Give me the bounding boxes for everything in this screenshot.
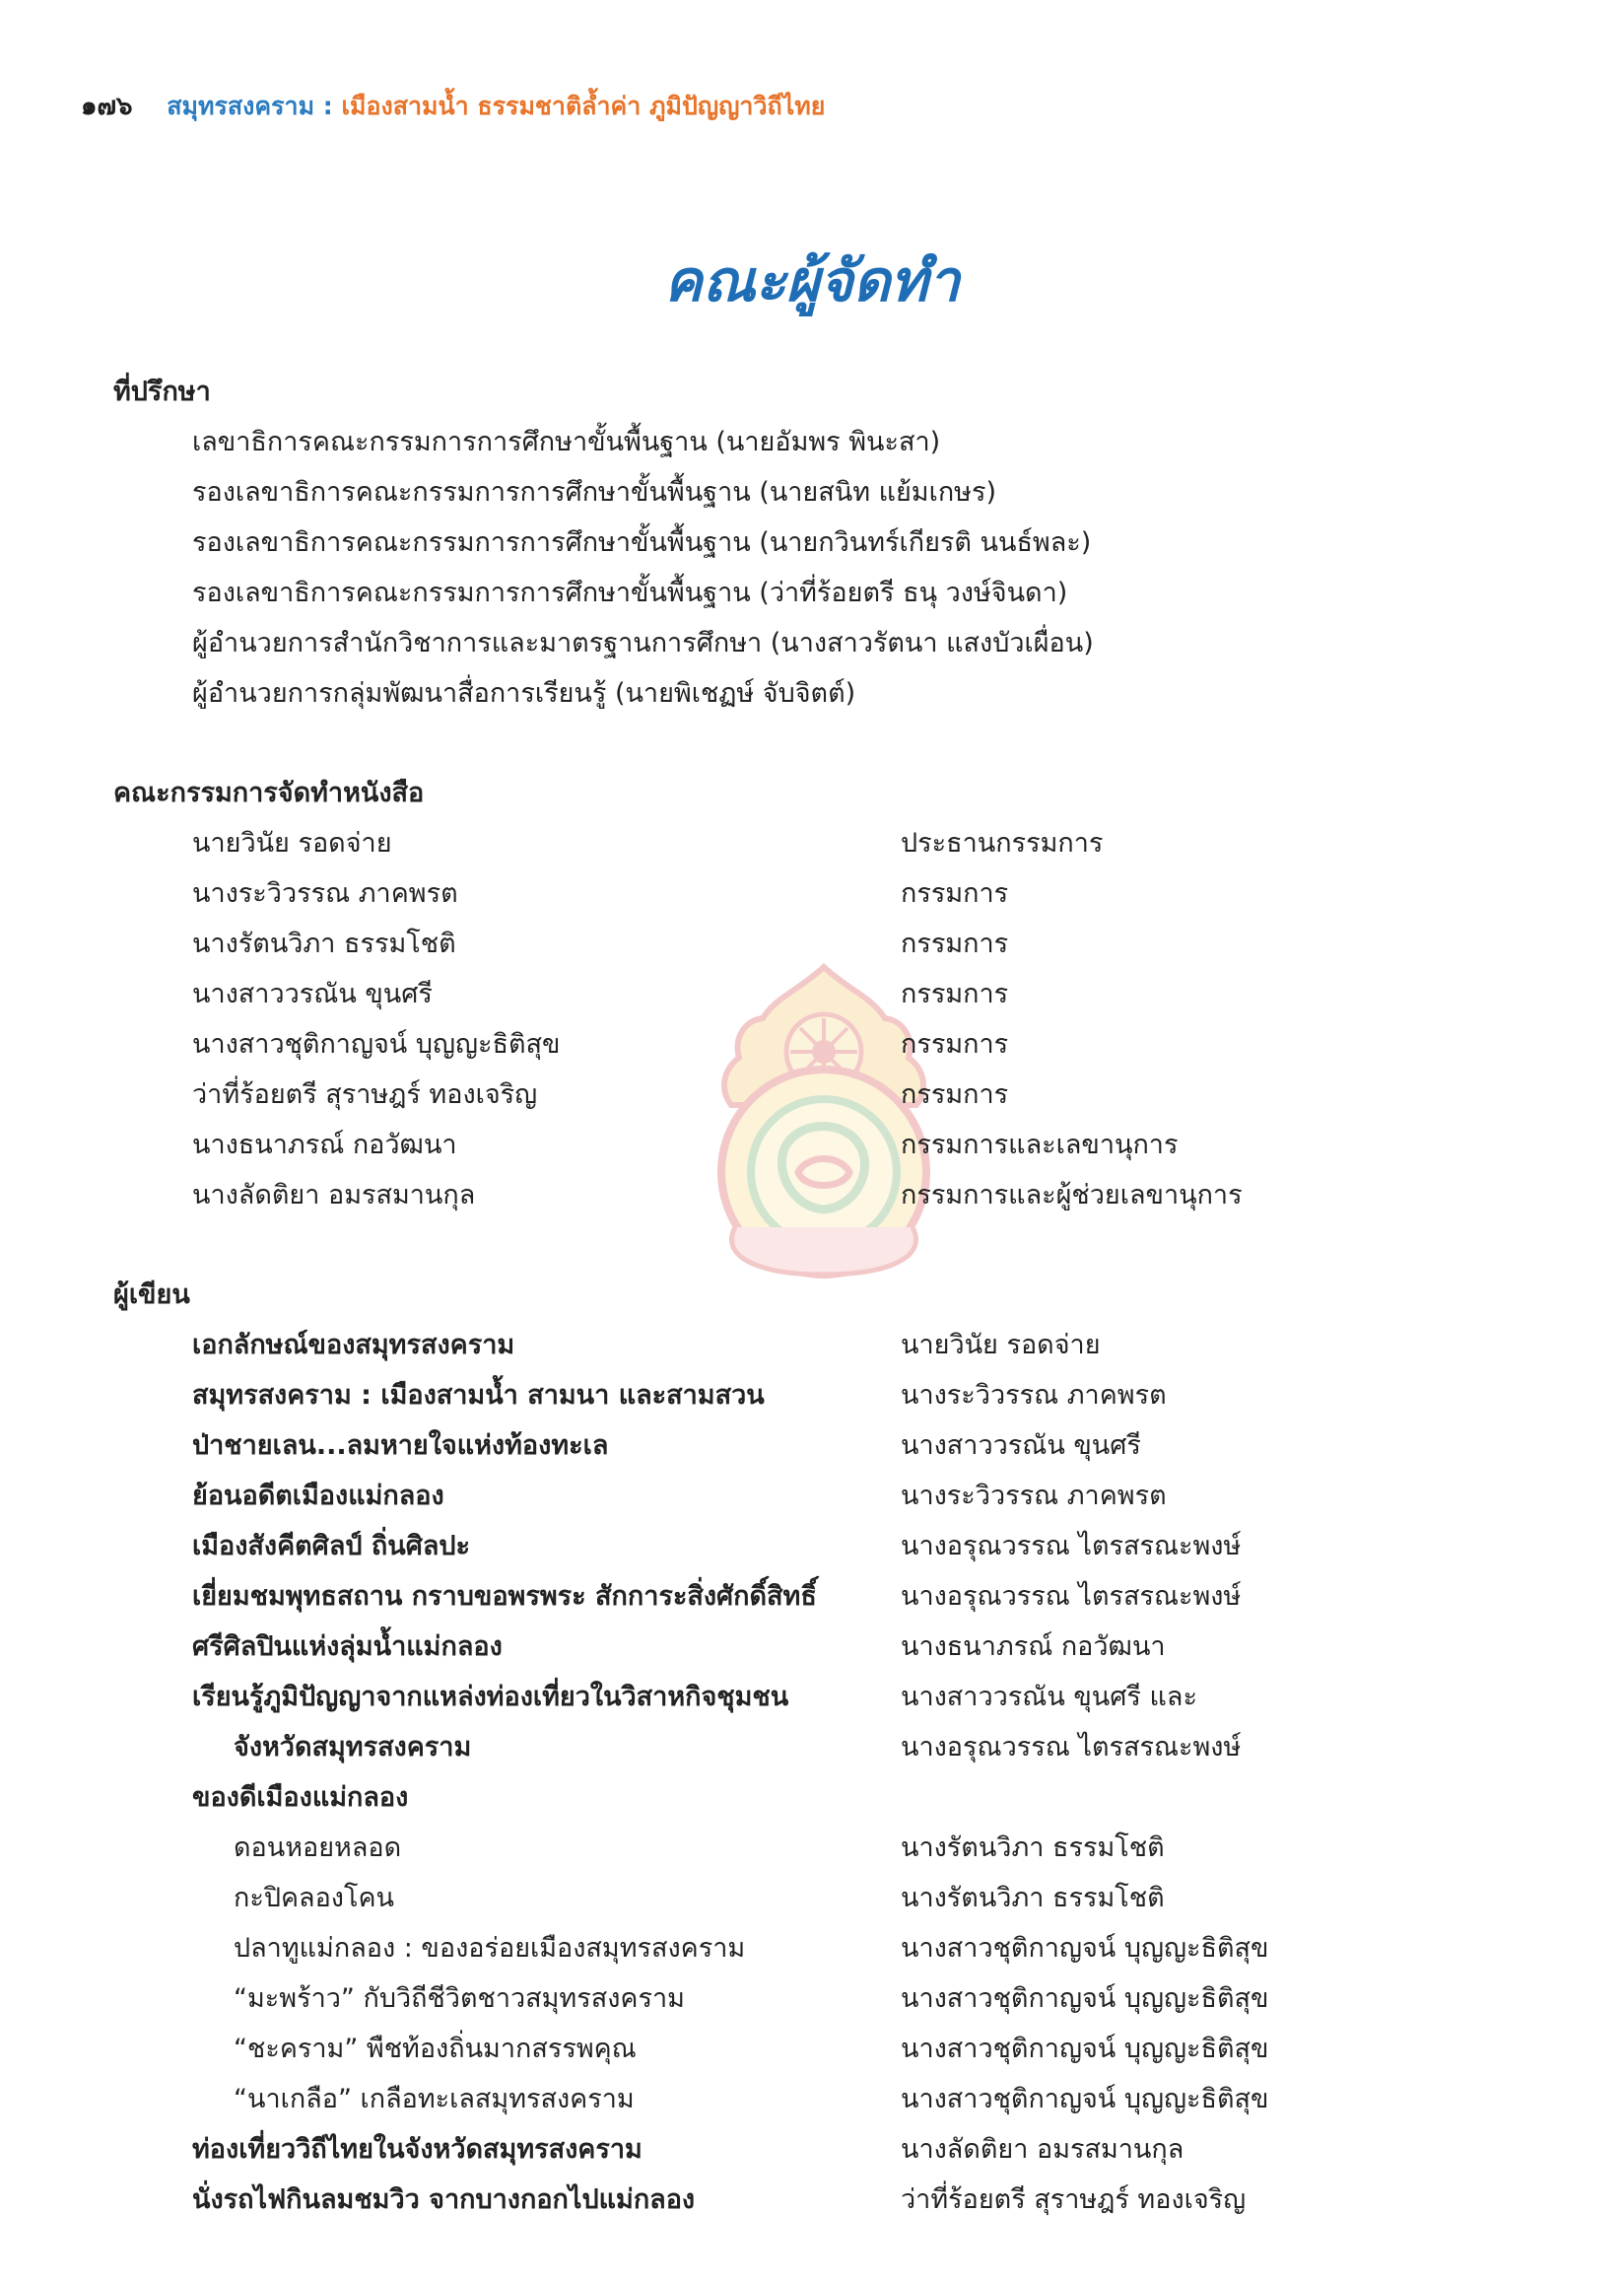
chapter-author: นางสาวชุติกาญจน์ บุญญะธิติสุข bbox=[901, 2084, 1269, 2114]
advisors-section bbox=[0, 367, 1624, 719]
member-name: นางลัดติยา อมรสมานกุล bbox=[192, 1180, 476, 1210]
writer-entry bbox=[0, 1923, 1624, 1973]
chapter-author: นางอรุณวรรณ ไตรสรณะพงษ์ bbox=[901, 1581, 1242, 1612]
advisor-text: รองเลขาธิการคณะกรรมการการศึกษาขั้นพื้นฐาน (นายกวินทร์เกียรติ นนธ์พละ) bbox=[192, 527, 1092, 558]
chapter-author: นางรัตนวิภา ธรรมโชติ bbox=[901, 1832, 1165, 1863]
advisor-text: รองเลขาธิการคณะกรรมการการศึกษาขั้นพื้นฐาน (ว่าที่ร้อยตรี ธนุ วงษ์จินดา) bbox=[192, 578, 1068, 608]
running-header bbox=[81, 87, 825, 126]
member-name: นางรัตนวิภา ธรรมโชติ bbox=[192, 929, 456, 959]
advisor-text: รองเลขาธิการคณะกรรมการการศึกษาขั้นพื้นฐาน (นายสนิท แย้มเกษร) bbox=[192, 477, 996, 508]
member-role: กรรมการและผู้ช่วยเลขานุการ bbox=[901, 1180, 1243, 1210]
committee-member bbox=[0, 1070, 1624, 1120]
member-name: ว่าที่ร้อยตรี สุราษฎร์ ทองเจริญ bbox=[192, 1079, 538, 1110]
chapter-topic: ของดีเมืองแม่กลอง bbox=[192, 1782, 409, 1813]
member-role: กรรมการ bbox=[901, 1029, 1009, 1060]
advisor-item bbox=[0, 417, 1624, 467]
writer-entry bbox=[0, 1672, 1624, 1722]
advisor-text: ผู้อำนวยการสำนักวิชาการและมาตรฐานการศึกษา (นางสาวรัตนา แสงบัวเผื่อน) bbox=[192, 628, 1094, 658]
chapter-author: นางลัดติยา อมรสมานกุล bbox=[901, 2134, 1184, 2165]
chapter-topic: นั่งรถไฟกินลมชมวิว จากบางกอกไปแม่กลอง bbox=[192, 2184, 696, 2215]
chapter-author: ว่าที่ร้อยตรี สุราษฎร์ ทองเจริญ bbox=[901, 2184, 1247, 2215]
committee-member bbox=[0, 1019, 1624, 1070]
chapter-author: นางธนาภรณ์ กอวัฒนา bbox=[901, 1631, 1166, 1662]
credits-content bbox=[0, 367, 1624, 2225]
writer-entry bbox=[0, 1420, 1624, 1471]
page-number: ๑๗๖ bbox=[81, 92, 133, 121]
member-name: นางสาวชุติกาญจน์ บุญญะธิติสุข bbox=[192, 1029, 561, 1060]
chapter-author: นางระวิวรรณ ภาคพรต bbox=[901, 1380, 1167, 1411]
committee-member bbox=[0, 919, 1624, 969]
writer-entry bbox=[0, 1521, 1624, 1571]
member-name: นางสาววรณัน ขุนศรี bbox=[192, 979, 433, 1009]
member-role: กรรมการ bbox=[901, 929, 1009, 959]
chapter-topic: เอกลักษณ์ของสมุทรสงคราม bbox=[192, 1330, 515, 1360]
subchapter-topic: ปลาทูแม่กลอง : ของอร่อยเมืองสมุทรสงคราม bbox=[234, 1933, 746, 1964]
subchapter-topic: “ชะคราม” พืชท้องถิ่นมากสรรพคุณ bbox=[234, 2034, 637, 2064]
member-role: กรรมการ bbox=[901, 1079, 1009, 1110]
committee-member bbox=[0, 1170, 1624, 1220]
chapter-topic: ป่าชายเลน...ลมหายใจแห่งท้องทะเล bbox=[192, 1430, 609, 1461]
chapter-topic: สมุทรสงคราม : เมืองสามน้ำ สามนา และสามสวน bbox=[192, 1380, 765, 1411]
chapter-topic-continued: จังหวัดสมุทรสงคราม bbox=[234, 1732, 472, 1763]
chapter-author: นางรัตนวิภา ธรรมโชติ bbox=[901, 1883, 1165, 1913]
advisor-item bbox=[0, 518, 1624, 568]
writers-section bbox=[0, 1270, 1624, 2225]
chapter-author: นางสาวชุติกาญจน์ บุญญะธิติสุข bbox=[901, 1933, 1269, 1964]
chapter-author: นางอรุณวรรณ ไตรสรณะพงษ์ bbox=[901, 1531, 1242, 1561]
committee-member bbox=[0, 1120, 1624, 1170]
writer-entry bbox=[0, 1571, 1624, 1622]
member-role: ประธานกรรมการ bbox=[901, 828, 1104, 859]
chapter-topic: เรียนรู้ภูมิปัญญาจากแหล่งท่องเที่ยวในวิสาหกิจชุมชน bbox=[192, 1682, 789, 1712]
writer-entry bbox=[0, 1722, 1624, 1772]
chapter-topic: ย้อนอดีตเมืองแม่กลอง bbox=[192, 1481, 444, 1511]
page-title: คณะผู้จัดทำ bbox=[663, 247, 961, 314]
writer-entry bbox=[0, 1823, 1624, 1873]
advisor-text: เลขาธิการคณะกรรมการการศึกษาขั้นพื้นฐาน (นายอัมพร พินะสา) bbox=[192, 427, 941, 457]
writer-entry bbox=[0, 1471, 1624, 1521]
subchapter-topic: “มะพร้าว” กับวิถีชีวิตชาวสมุทรสงคราม bbox=[234, 1983, 685, 2014]
member-role: กรรมการและเลขานุการ bbox=[901, 1130, 1179, 1160]
writer-entry bbox=[0, 2175, 1624, 2225]
writer-entry bbox=[0, 1873, 1624, 1923]
writer-entry bbox=[0, 1973, 1624, 2024]
chapter-topic: ท่องเที่ยววิถีไทยในจังหวัดสมุทรสงคราม bbox=[192, 2134, 643, 2165]
chapter-topic: ศรีศิลปินแห่งลุ่มน้ำแม่กลอง bbox=[192, 1631, 503, 1662]
committee-member bbox=[0, 969, 1624, 1019]
advisor-text: ผู้อำนวยการกลุ่มพัฒนาสื่อการเรียนรู้ (นายพิเชฏษ์ จับจิตต์) bbox=[192, 678, 856, 709]
writer-entry bbox=[0, 1320, 1624, 1370]
member-name: นางธนาภรณ์ กอวัฒนา bbox=[192, 1130, 457, 1160]
writer-entry bbox=[0, 1370, 1624, 1420]
chapter-author: นางสาวชุติกาญจน์ บุญญะธิติสุข bbox=[901, 2034, 1269, 2064]
chapter-author: นายวินัย รอดจ่าย bbox=[901, 1330, 1101, 1360]
chapter-author: นางสาววรณัน ขุนศรี bbox=[901, 1430, 1141, 1461]
chapter-author: นางสาวชุติกาญจน์ บุญญะธิติสุข bbox=[901, 1983, 1269, 2014]
writer-entry bbox=[0, 1622, 1624, 1672]
book-title-sub: เมืองสามน้ำ ธรรมชาติล้ำค่า ภูมิปัญญาวิถีไทย bbox=[341, 92, 826, 120]
advisors-heading: ที่ปรึกษา bbox=[113, 377, 211, 407]
writer-entry bbox=[0, 2124, 1624, 2175]
writers-heading: ผู้เขียน bbox=[113, 1279, 190, 1310]
advisor-item bbox=[0, 618, 1624, 668]
member-name: นางระวิวรรณ ภาคพรต bbox=[192, 878, 458, 909]
advisor-item bbox=[0, 467, 1624, 518]
member-name: นายวินัย รอดจ่าย bbox=[192, 828, 392, 859]
committee-member bbox=[0, 868, 1624, 919]
book-title-main: สมุทรสงคราม : bbox=[167, 92, 333, 120]
committee-heading: คณะกรรมการจัดทำหนังสือ bbox=[113, 778, 425, 808]
writer-entry bbox=[0, 2024, 1624, 2074]
advisor-item bbox=[0, 568, 1624, 618]
subchapter-topic: กะปิคลองโคน bbox=[234, 1883, 395, 1913]
subchapter-topic: “นาเกลือ” เกลือทะเลสมุทรสงคราม bbox=[234, 2084, 635, 2114]
chapter-author: นางระวิวรรณ ภาคพรต bbox=[901, 1481, 1167, 1511]
committee-member bbox=[0, 818, 1624, 868]
member-role: กรรมการ bbox=[901, 878, 1009, 909]
member-role: กรรมการ bbox=[901, 979, 1009, 1009]
chapter-author: นางสาววรณัน ขุนศรี และ bbox=[901, 1682, 1197, 1712]
writer-entry bbox=[0, 1772, 1624, 1823]
advisor-item bbox=[0, 668, 1624, 719]
subchapter-topic: ดอนหอยหลอด bbox=[234, 1832, 402, 1863]
chapter-topic: เมืองสังคีตศิลป์ ถิ่นศิลปะ bbox=[192, 1531, 471, 1561]
chapter-author: นางอรุณวรรณ ไตรสรณะพงษ์ bbox=[901, 1732, 1242, 1763]
committee-section bbox=[0, 768, 1624, 1220]
chapter-topic: เยี่ยมชมพุทธสถาน กราบขอพรพระ สักการะสิ่งศักดิ์สิทธิ์ bbox=[192, 1581, 817, 1612]
writer-entry bbox=[0, 2074, 1624, 2124]
